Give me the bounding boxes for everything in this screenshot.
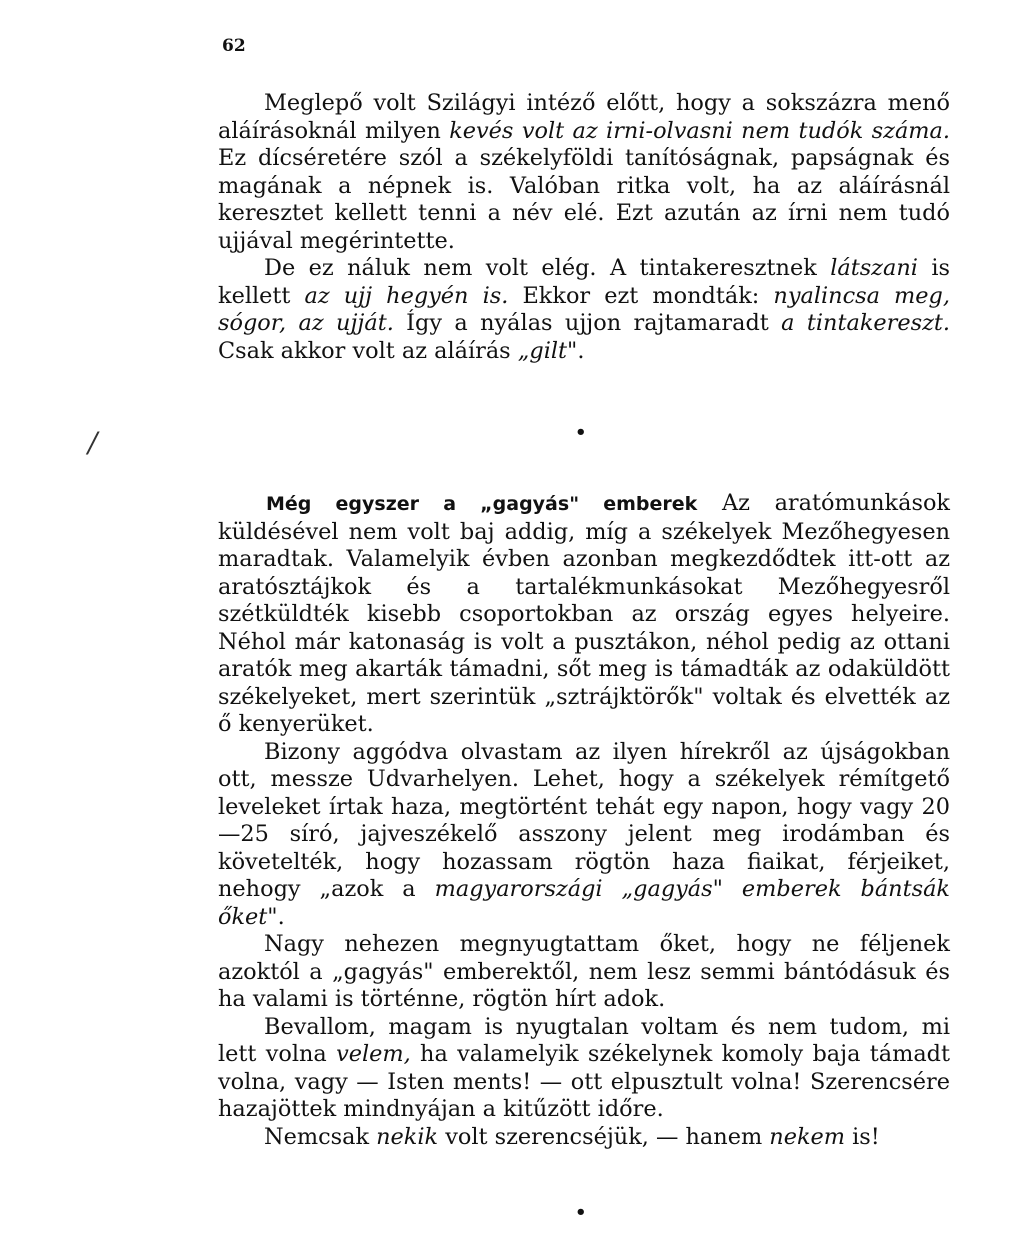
text-run: .	[277, 903, 285, 930]
text-run: De ez náluk nem volt elég. A tintakeresztnek	[264, 255, 831, 281]
paragraph	[218, 90, 950, 255]
italic-run: az ujj hegyén is.	[304, 282, 509, 309]
text-run: Ekkor ezt mondták:	[508, 282, 774, 309]
italic-run: magyarországi „gagyás" emberek bántsák őket"	[218, 876, 950, 930]
text-run: Bevallom, magam is nyugtalan voltam és nem tudom, mi lett volna	[218, 1013, 950, 1067]
paragraph	[218, 1124, 950, 1152]
text-run: Az aratómunkások küldésével nem volt baj addig, míg a székelyek Mezőhegyesen maradtak. Valamelyik évben azonban megkezdődtek itt-ott az aratósztájkok és a tartalékmunkásokat Mezőhegyesről szétküldték kisebb csoportokban az ország egyes helyeire. Néhol már katonaság is volt a pusztákon, néhol pedig az ottani aratók meg akarták támadni, sőt meg is támadták az odaküldött székelyeket, mert szerintük „sztrájktörők" voltak és elvették az ő kenyerüket.	[218, 490, 950, 737]
section-signatures	[218, 90, 950, 365]
text-run: Így a nyálas ujjon rajtamaradt	[393, 310, 782, 336]
section-gagyas-emberek	[218, 490, 950, 1151]
italic-run: nekem	[769, 1123, 846, 1150]
paragraph	[218, 1014, 950, 1124]
italic-run: nyalincsa meg, sógor, az ujját.	[218, 282, 950, 336]
text-run: Nagy nehezen megnyugtattam őket, hogy ne féljenek azoktól a „gagyás" emberektől, nem lesz semmi bántódásuk és ha valami is történne, rögtön hírt adok.	[218, 931, 950, 1012]
italic-run: a tintakereszt.	[781, 310, 950, 336]
italic-run: velem,	[336, 1041, 411, 1067]
page-number: 62	[222, 36, 246, 56]
section-separator: •	[575, 1202, 587, 1223]
text-run: is kellett	[218, 255, 950, 309]
text-run: Meglepő volt Szilágyi intéző előtt, hogy a sokszázra menő aláírásoknál milyen	[218, 90, 950, 144]
text-run: Csak akkor volt az aláírás	[218, 337, 518, 364]
text-run: volt szerencséjük, — hanem	[438, 1123, 770, 1150]
margin-pencil-mark: /	[88, 426, 98, 459]
text-run: is!	[845, 1123, 880, 1150]
italic-run: látszani	[830, 255, 918, 281]
section-separator: •	[575, 422, 587, 443]
text-run: Bizony aggódva olvastam az ilyen hírekről az újságokban ott, messze Udvarhelyen. Lehet, hogy a székelyek rémítgető leveleket írtak haza, megtörtént tehát egy napon, hogy vagy 20—25 síró, jajveszékelő asszony jelent meg irodámban és követelték, hogy hozassam rögtön haza fiaikat, férjeiket, nehogy „azok a	[218, 738, 950, 902]
text-run: ha valamelyik székelynek komoly baja támadt volna, vagy — Isten ments! — ott elpusztult volna! Szerencsére hazajöttek mindnyájan a kitűzött időre.	[218, 1041, 951, 1122]
paragraph	[218, 255, 950, 365]
italic-run: nekik	[376, 1123, 439, 1150]
italic-run: „gilt"	[517, 337, 578, 364]
italic-run: kevés volt az irni-olvasni nem tudók száma.	[449, 117, 951, 144]
paragraph	[218, 490, 950, 739]
text-run: Ez dícséretére szól a székelyföldi tanítóságnak, papságnak és magának a népnek is. Valóban ritka volt, ha az aláírásnál keresztet kellett tenni a név elé. Ezt azután az írni nem tudó ujjával megérintette.	[218, 145, 950, 254]
text-run: Nemcsak	[264, 1123, 377, 1150]
section-heading: Még egyszer a „gagyás" emberek	[266, 493, 698, 515]
paragraph	[218, 739, 950, 932]
paragraph	[218, 931, 950, 1014]
text-run: .	[577, 337, 585, 364]
